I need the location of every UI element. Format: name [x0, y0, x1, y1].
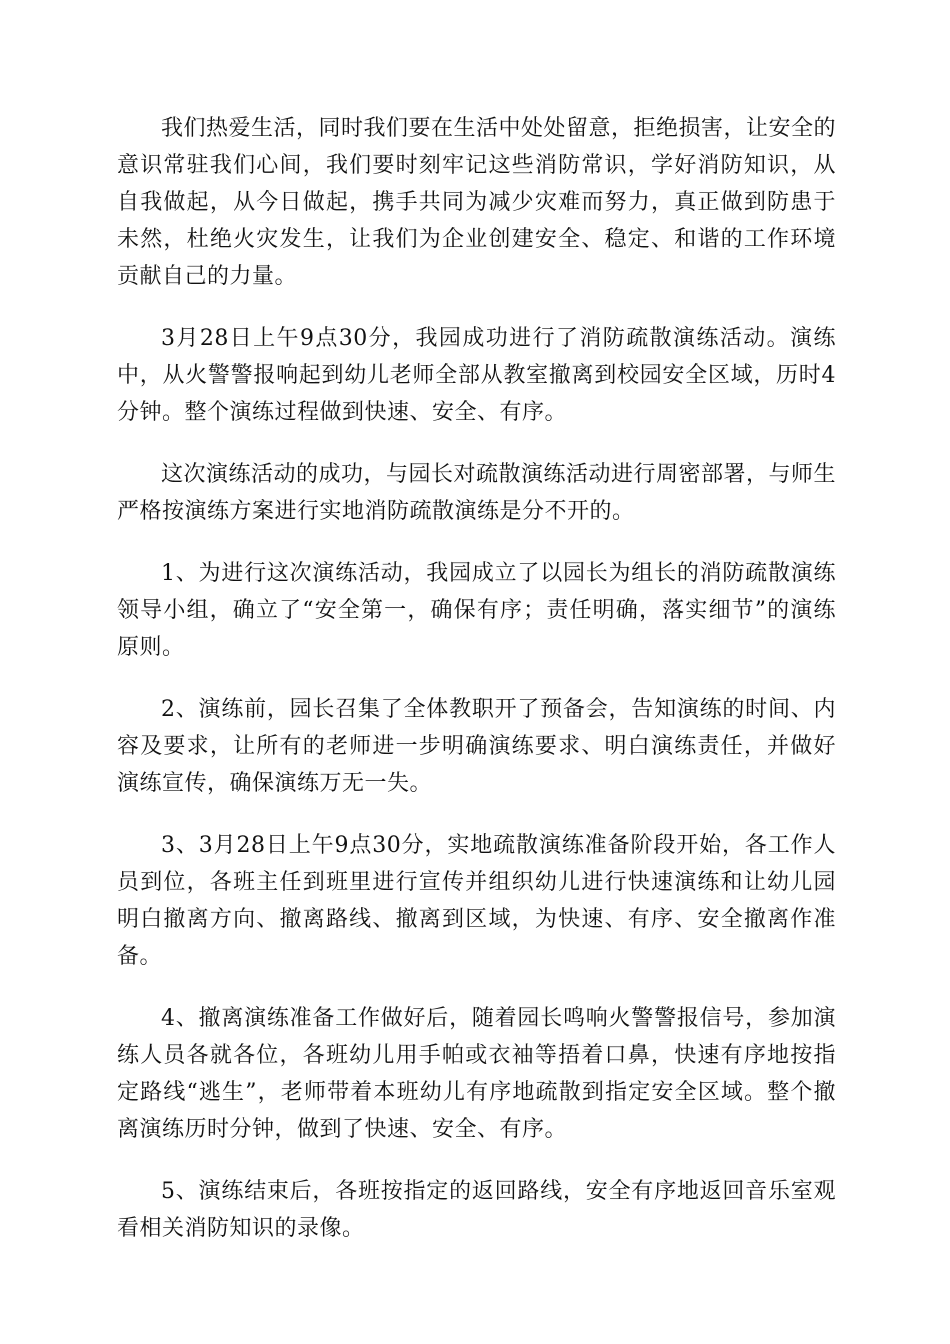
paragraph: 3月28日上午9点30分，我园成功进行了消防疏散演练活动。演练中，从火警警报响起到幼儿老师全部从教室撤离到校园安全区域，历时4分钟。整个演练过程做到快速、安全、有序。 [117, 326, 836, 425]
paragraph: 4、撤离演练准备工作做好后，随着园长鸣响火警警报信号，参加演练人员各就各位，各班幼儿用手帕或衣袖等捂着口鼻，快速有序地按指定路线“逃生”，老师带着本班幼儿有序地疏散到指定安全区域。整个撤离演练历时分钟，做到了快速、安全、有序。 [117, 1006, 836, 1142]
paragraph: 5、演练结束后，各班按指定的返回路线，安全有序地返回音乐室观看相关消防知识的录像。 [117, 1179, 836, 1241]
paragraph: 1、为进行这次演练活动，我园成立了以园长为组长的消防疏散演练领导小组，确立了“安全第一，确保有序；责任明确，落实细节”的演练原则。 [117, 561, 836, 660]
paragraph: 3、3月28日上午9点30分，实地疏散演练准备阶段开始，各工作人员到位，各班主任到班里进行宣传并组织幼儿进行快速演练和让幼儿园明白撤离方向、撤离路线、撤离到区域，为快速、有序、安全撤离作准备。 [117, 833, 836, 969]
paragraph: 这次演练活动的成功，与园长对疏散演练活动进行周密部署，与师生严格按演练方案进行实地消防疏散演练是分不开的。 [117, 462, 837, 524]
paragraph: 我们热爱生活，同时我们要在生活中处处留意，拒绝损害，让安全的意识常驻我们心间，我们要时刻牢记这些消防常识，学好消防知识，从自我做起，从今日做起，携手共同为减少灾难而努力，真正做到防患于未然，杜绝火灾发生，让我们为企业创建安全、稳定、和谐的工作环境贡献自己的力量。 [117, 116, 837, 289]
paragraph: 2、演练前，园长召集了全体教职开了预备会，告知演练的时间、内容及要求，让所有的老师进一步明确演练要求、明白演练责任，并做好演练宣传，确保演练万无一失。 [117, 697, 836, 796]
